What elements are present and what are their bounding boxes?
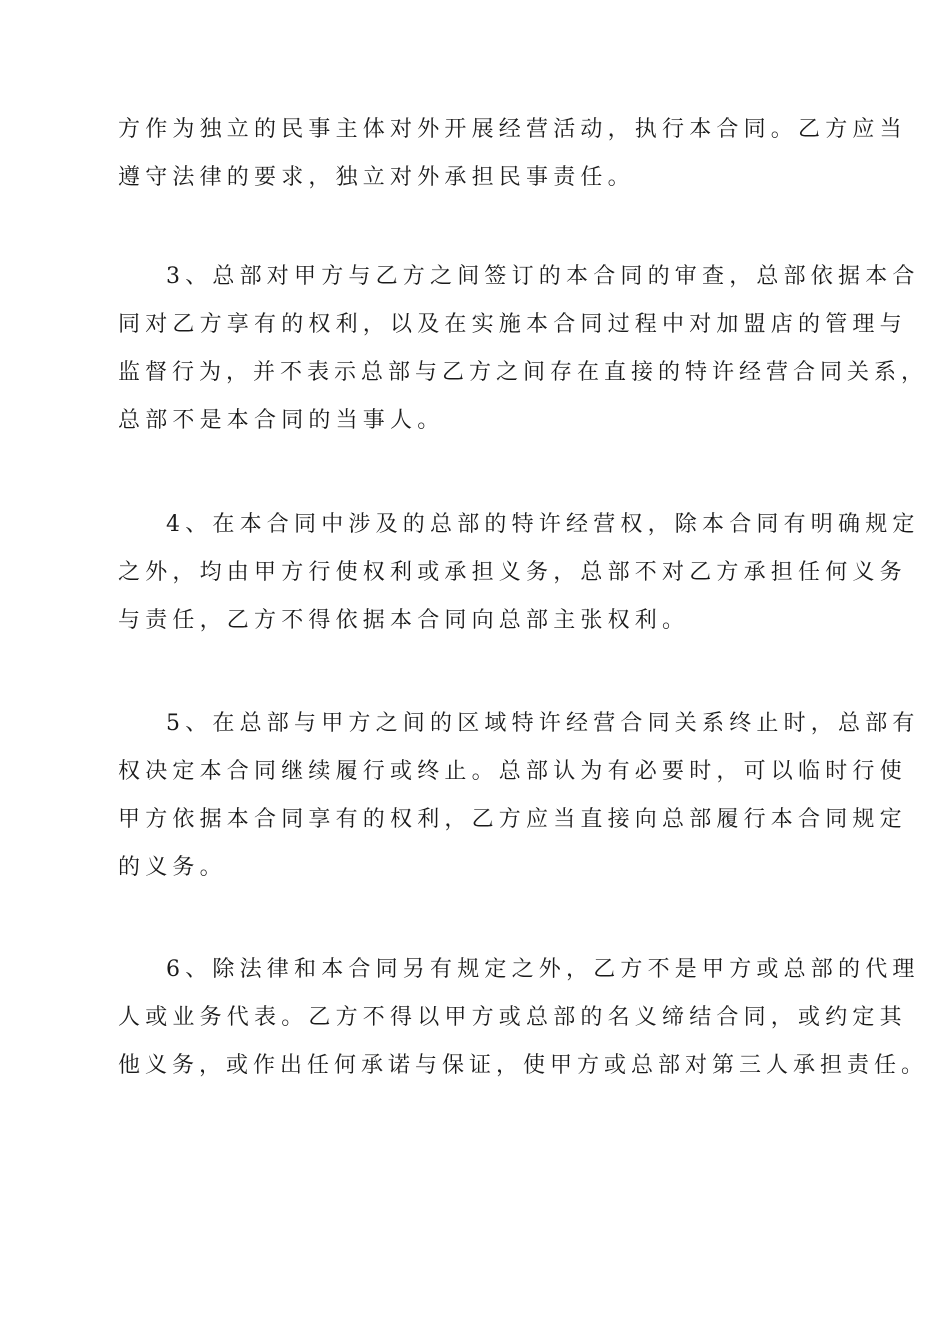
paragraph-3-line-4: 总部不是本合同的当事人。 <box>118 408 445 433</box>
paragraph-1-line-2: 遵守法律的要求，独立对外承担民事责任。 <box>118 165 635 190</box>
paragraph-5-line-4: 的义务。 <box>118 855 227 880</box>
paragraph-4-line-2: 之外，均由甲方行使权利或承担义务，总部不对乙方承担任何义务 <box>118 560 907 585</box>
paragraph-3-line-2: 同对乙方享有的权利，以及在实施本合同过程中对加盟店的管理与 <box>118 312 907 337</box>
paragraph-6-line-3: 他义务，或作出任何承诺与保证，使甲方或总部对第三人承担责任。 <box>118 1053 929 1078</box>
paragraph-5-line-3: 甲方依据本合同享有的权利，乙方应当直接向总部履行本合同规定 <box>118 807 907 832</box>
paragraph-6-line-1: 6、除法律和本合同另有规定之外，乙方不是甲方或总部的代理 <box>166 957 920 982</box>
paragraph-3-line-1: 3、总部对甲方与乙方之间签订的本合同的审查，总部依据本合 <box>166 264 920 289</box>
paragraph-4-line-3: 与责任，乙方不得依据本合同向总部主张权利。 <box>118 608 690 633</box>
paragraph-3-line-3: 监督行为，并不表示总部与乙方之间存在直接的特许经营合同关系， <box>118 360 929 385</box>
paragraph-5-line-2: 权决定本合同继续履行或终止。总部认为有必要时，可以临时行使 <box>118 759 907 784</box>
paragraph-6-line-2: 人或业务代表。乙方不得以甲方或总部的名义缔结合同，或约定其 <box>118 1005 907 1030</box>
paragraph-1-line-1: 方作为独立的民事主体对外开展经营活动，执行本合同。乙方应当 <box>118 117 907 142</box>
paragraph-4-line-1: 4、在本合同中涉及的总部的特许经营权，除本合同有明确规定 <box>166 512 920 537</box>
paragraph-5-line-1: 5、在总部与甲方之间的区域特许经营合同关系终止时，总部有 <box>166 711 920 736</box>
